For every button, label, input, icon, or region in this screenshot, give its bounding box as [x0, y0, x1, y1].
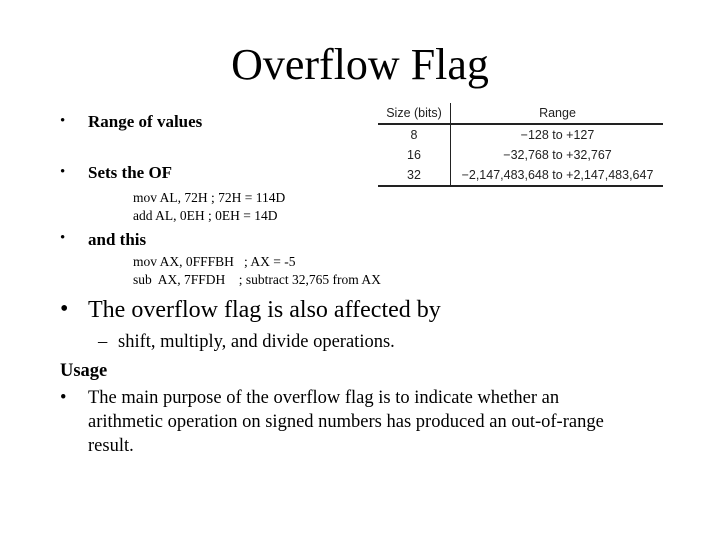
slide-title: Overflow Flag	[231, 40, 489, 89]
bullet-dot: •	[60, 388, 67, 408]
code-line: add AL, 0EH ; 0EH = 14D	[133, 208, 278, 223]
bullet-dot: •	[60, 164, 66, 180]
header-range: Range	[539, 106, 576, 120]
bullet-dot: •	[60, 113, 66, 129]
range-table	[378, 103, 663, 187]
code-line: mov AX, 0FFFBH ; AX = -5	[133, 254, 296, 269]
usage-heading: Usage	[60, 361, 108, 381]
table-row	[378, 165, 663, 187]
table-row	[378, 145, 663, 165]
usage-text-line: The main purpose of the overflow flag is to indicate whether an	[88, 388, 560, 408]
bullet-dot: •	[60, 296, 69, 322]
range-cell: −2,147,483,648 to +2,147,483,647	[461, 168, 654, 182]
size-cell: 8	[410, 128, 418, 142]
code-line: mov AL, 72H ; 72H = 114D	[133, 190, 286, 205]
sets-the-of-label: Sets the OF	[88, 163, 173, 182]
and-this-label: and this	[88, 230, 147, 249]
dash-marker: –	[98, 332, 108, 352]
range-cell: −32,768 to +32,767	[503, 148, 612, 162]
size-cell: 32	[407, 168, 421, 182]
table-header-row	[378, 103, 663, 125]
overflow-affected-heading: The overflow flag is also affected by	[88, 297, 441, 323]
size-cell: 16	[407, 148, 421, 162]
usage-text-line: arithmetic operation on signed numbers has produced an out-of-range	[88, 412, 604, 432]
usage-text-line: result.	[88, 436, 134, 456]
header-size-bits: Size (bits)	[386, 106, 442, 120]
range-cell: −128 to +127	[520, 128, 595, 142]
table-row	[378, 125, 663, 145]
code-line: sub AX, 7FFDH ; subtract 32,765 from AX	[133, 272, 381, 287]
bullet-dot: •	[60, 230, 66, 246]
range-of-values-label: Range of values	[88, 112, 203, 131]
affected-sub-item: shift, multiply, and divide operations.	[118, 332, 395, 352]
